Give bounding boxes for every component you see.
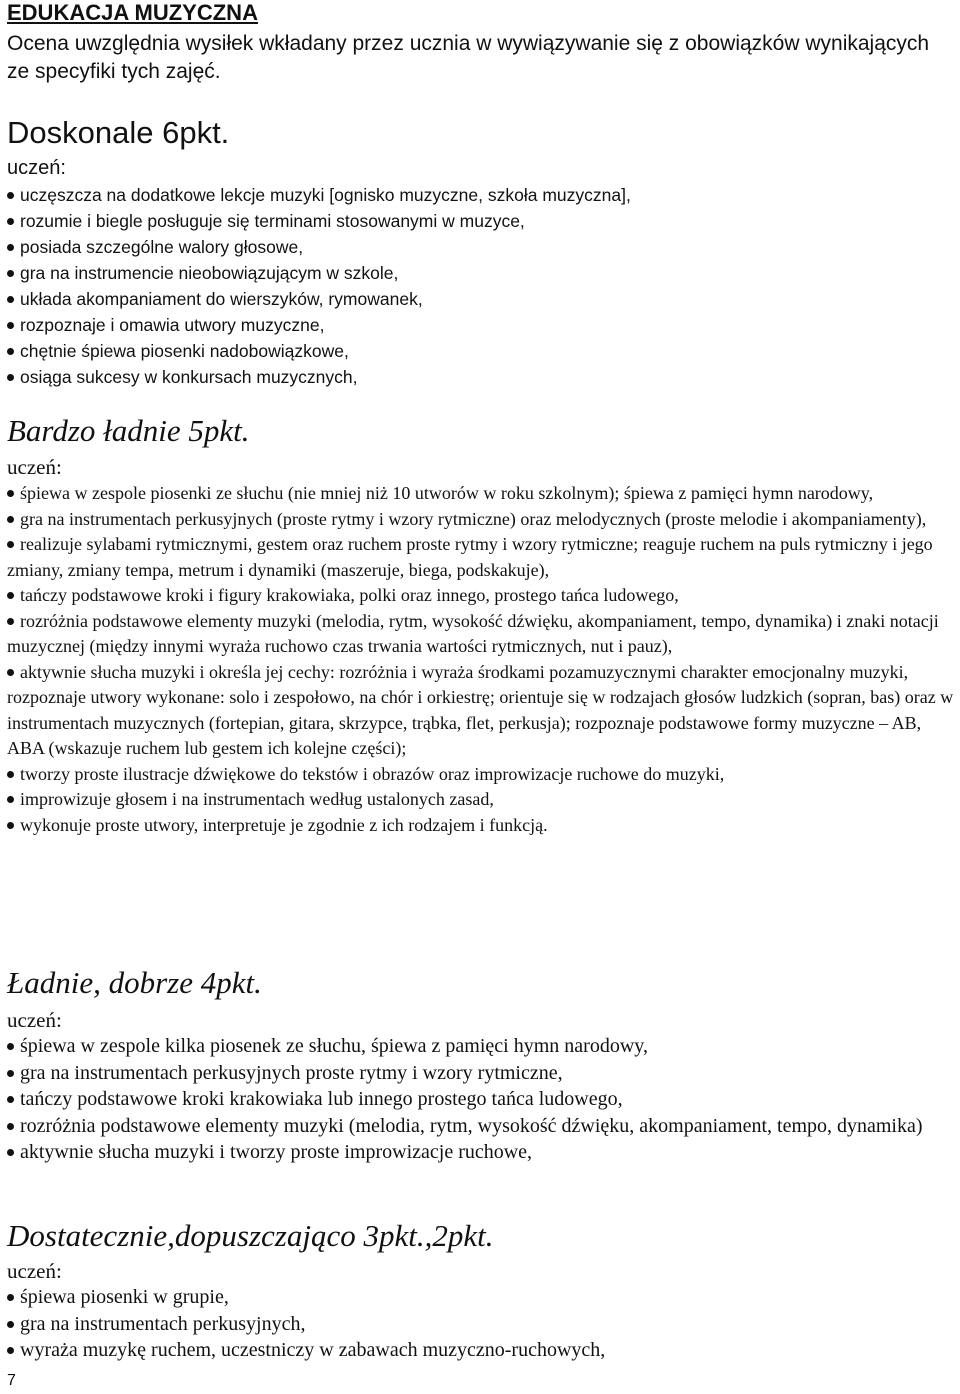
criteria-list-4pkt xyxy=(7,1033,955,1166)
list-item: gra na instrumentach perkusyjnych proste rytmy i wzory rytmiczne, xyxy=(7,1060,955,1087)
criteria-list-6pkt xyxy=(7,182,955,390)
list-item: tworzy proste ilustracje dźwiękowe do tekstów i obrazów oraz improwizacje ruchowe do muzyki, xyxy=(7,762,955,788)
list-item: gra na instrumentach perkusyjnych (proste rytmy i wzory rytmiczne) oraz melodycznych (proste melodie i akompaniamenty), xyxy=(7,507,955,533)
list-item: tańczy podstawowe kroki krakowiaka lub innego prostego tańca ludowego, xyxy=(7,1086,955,1113)
list-item: gra na instrumencie nieobowiązującym w szkole, xyxy=(7,260,955,286)
criteria-list-3-2pkt xyxy=(7,1284,955,1364)
list-item: rozróżnia podstawowe elementy muzyki (melodia, rytm, wysokość dźwięku, akompaniament, tempo, dynamika) xyxy=(7,1113,955,1140)
list-item: tańczy podstawowe kroki i figury krakowiaka, polki oraz innego, prostego tańca ludowego, xyxy=(7,583,955,609)
list-item: rozróżnia podstawowe elementy muzyki (melodia, rytm, wysokość dźwięku, akompaniament, tempo, dynamika) i znaki notacji muzycznej (między innymi wyraża ruchowo czas trwania wartości rytmicznych, nut i pauz), xyxy=(7,609,955,660)
list-item: wyraża muzykę ruchem, uczestniczy w zabawach muzyczno-ruchowych, xyxy=(7,1337,955,1364)
list-item: uczęszcza na dodatkowe lekcje muzyki [ognisko muzyczne, szkoła muzyczna], xyxy=(7,182,955,208)
section-heading-4pkt: Ładnie, dobrze 4pkt. xyxy=(7,965,262,1000)
list-item: improwizuje głosem i na instrumentach według ustalonych zasad, xyxy=(7,787,955,813)
criteria-list-5pkt xyxy=(7,481,955,838)
section-heading-3-2pkt: Dostatecznie,dopuszczająco 3pkt.,2pkt. xyxy=(7,1218,494,1253)
list-item: rozumie i biegle posługuje się terminami stosowanymi w muzyce, xyxy=(7,208,955,234)
list-item: realizuje sylabami rytmicznymi, gestem oraz ruchem proste rytmy i wzory rytmiczne; reaguje ruchem na puls rytmiczny i jego zmiany, zmiany tempa, metrum i dynamiki (maszeruje, biega, podskakuje), xyxy=(7,532,955,583)
list-item: chętnie śpiewa piosenki nadobowiązkowe, xyxy=(7,338,955,364)
list-item: osiąga sukcesy w konkursach muzycznych, xyxy=(7,364,955,390)
intro-paragraph: Ocena uwzględnia wysiłek wkładany przez ucznia w wywiązywanie się z obowiązków wynikających ze specyfiki tych zajęć. xyxy=(7,32,930,83)
list-item: aktywnie słucha muzyki i określa jej cechy: rozróżnia i wyraża środkami pozamuzycznymi charakter emocjonalny muzyki, rozpoznaje utwory wykonane: solo i zespołowo, na chór i orkiestrę; orientuje się w rodzajach głosów ludzkich (sopran, bas) oraz w instrumentach muzycznych (fortepian, gitara, skrzypce, trąbka, flet, perkusja); rozpoznaje podstawowe formy muzyczne – AB, ABA (wskazuje ruchem lub gestem ich kolejne części); xyxy=(7,660,955,762)
list-item: śpiewa w zespole piosenki ze słuchu (nie mniej niż 10 utworów w roku szkolnym); śpiewa z pamięci hymn narodowy, xyxy=(7,481,955,507)
section-lead-6pkt: uczeń: xyxy=(7,157,66,179)
list-item: rozpoznaje i omawia utwory muzyczne, xyxy=(7,312,955,338)
section-lead-3-2pkt: uczeń: xyxy=(7,1259,62,1283)
list-item: wykonuje proste utwory, interpretuje je zgodnie z ich rodzajem i funkcją. xyxy=(7,813,955,839)
list-item: układa akompaniament do wierszyków, rymowanek, xyxy=(7,286,955,312)
section-lead-5pkt: uczeń: xyxy=(7,455,62,479)
document-title: EDUKACJA MUZYCZNA xyxy=(7,0,258,25)
list-item: gra na instrumentach perkusyjnych, xyxy=(7,1311,955,1338)
page-number: 7 xyxy=(7,1372,16,1389)
list-item: śpiewa piosenki w grupie, xyxy=(7,1284,955,1311)
section-lead-4pkt: uczeń: xyxy=(7,1008,62,1032)
list-item: posiada szczególne walory głosowe, xyxy=(7,234,955,260)
list-item: śpiewa w zespole kilka piosenek ze słuchu, śpiewa z pamięci hymn narodowy, xyxy=(7,1033,955,1060)
list-item: aktywnie słucha muzyki i tworzy proste improwizacje ruchowe, xyxy=(7,1139,955,1166)
section-heading-5pkt: Bardzo ładnie 5pkt. xyxy=(7,413,250,448)
section-heading-6pkt: Doskonale 6pkt. xyxy=(7,115,230,150)
